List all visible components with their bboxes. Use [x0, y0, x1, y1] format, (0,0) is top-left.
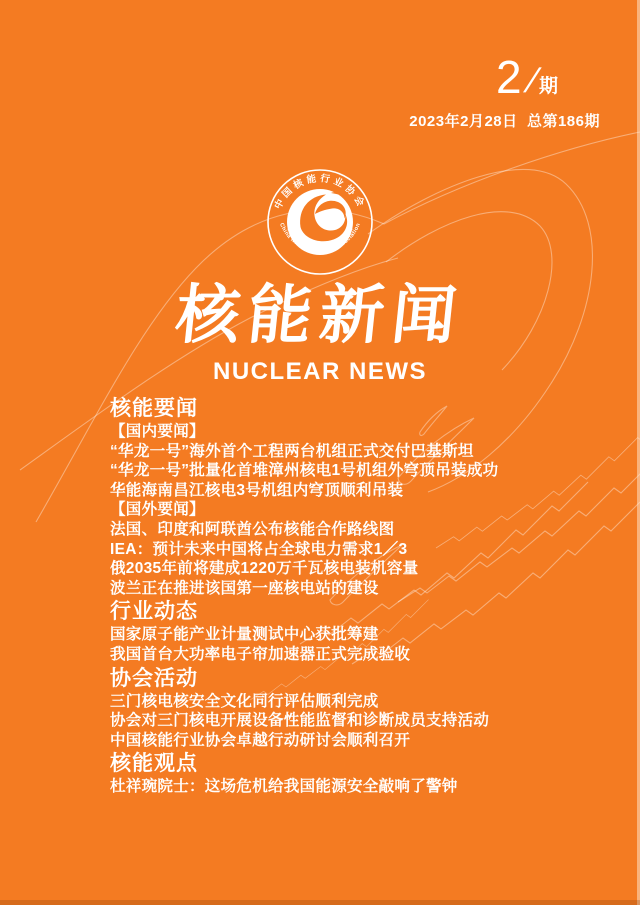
toc-item: 华能海南昌江核电3号机组内穹顶顺利吊装 [110, 481, 404, 499]
toc-item: 杜祥琬院士：这场危机给我国能源安全敲响了警钟 [110, 778, 458, 796]
issue-number: 2 [495, 51, 522, 103]
issue-unit-label: 期 [538, 76, 558, 97]
date-line: 2023年2月28日 总第186期 [409, 113, 600, 130]
association-logo-emblem [265, 167, 375, 277]
logo-name-en: China Nuclear Energy Association [278, 222, 362, 255]
toc-item: 国家原子能产业计量测试中心获批筹建 [110, 626, 379, 644]
toc-subhead: 【国外要闻】 [110, 501, 205, 519]
page-edge-artifact-bottom [0, 900, 640, 905]
issue-number-block [495, 51, 558, 103]
page-subtitle: NUCLEAR NEWS [213, 358, 427, 385]
toc-section-industry [110, 600, 620, 664]
toc-section-heading: 核能要闻 [110, 397, 198, 420]
toc-item: 中国核能行业协会卓越行动研讨会顺利召开 [110, 731, 411, 749]
toc-item: 协会对三门核电开展设备性能监督和诊断成员支持活动 [110, 712, 490, 730]
page-title: 核能新闻 [172, 279, 468, 351]
toc-item: 我国首台大功率电子帘加速器正式完成验收 [110, 645, 411, 663]
toc-item: IEA：预计未来中国将占全球电力需求1／3 [110, 540, 408, 558]
toc-section-heading: 核能观点 [110, 752, 198, 776]
table-of-contents [110, 395, 620, 797]
toc-section-viewpoint [110, 752, 620, 797]
toc-item: 波兰正在推进该国第一座核电站的建设 [110, 579, 379, 597]
toc-item: 俄2035年前将建成1220万千瓦核电装机容量 [110, 560, 419, 578]
toc-item: 法国、印度和阿联酋公布核能合作路线图 [110, 520, 395, 538]
toc-subhead: 【国内要闻】 [110, 423, 205, 440]
toc-item: “华龙一号”海外首个工程两台机组正式交付巴基斯坦 [110, 442, 474, 460]
toc-item: 三门核电核安全文化同行评估顺利完成 [110, 692, 379, 710]
issue-slash: / [523, 62, 540, 100]
association-logo [265, 167, 375, 277]
logo-name-zh: 中国核能行业协会 [272, 173, 368, 212]
toc-section-heading: 协会活动 [110, 666, 198, 690]
toc-section-heading: 行业动态 [110, 600, 198, 624]
toc-section-association [110, 667, 620, 751]
toc-section-headlines [110, 397, 620, 598]
toc-item: “华龙一号”批量化首堆漳州核电1号机组外穹顶吊装成功 [110, 462, 499, 480]
